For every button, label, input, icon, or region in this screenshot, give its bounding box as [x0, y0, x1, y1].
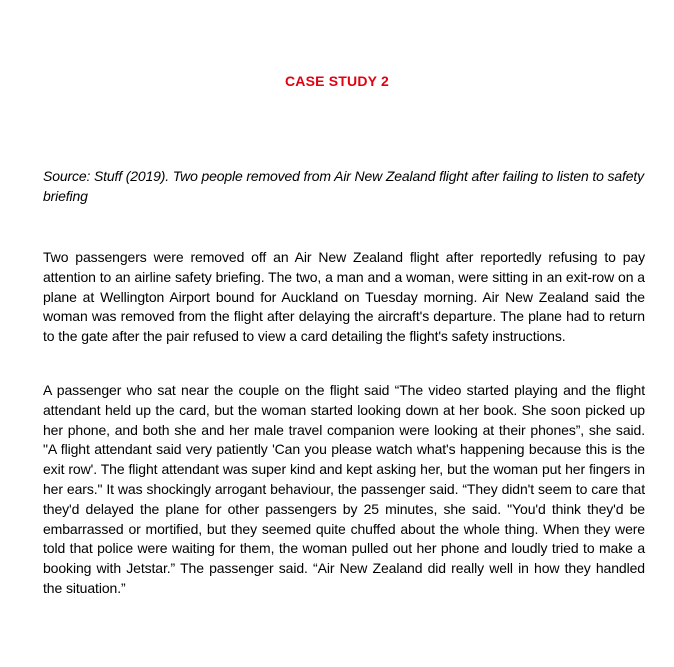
source-citation: Source: Stuff (2019). Two people removed from Air New Zealand flight after failing to listen to safety briefing — [43, 168, 644, 204]
body-paragraph-2: A passenger who sat near the couple on the flight said “The video started playing and the flight attendant held up the card, but the woman started looking down at her book. She soon picked up her phone, and both she and her male travel companion were looking at their phones”, she said. "A flight attendant said very patiently 'Can you please watch what's happening because this is the exit row'. The flight attendant was super kind and kept asking her, but the woman put her fingers in her ears." It was shockingly arrogant behaviour, the passenger said. “They didn't seem to care that they'd delayed the plane for other passengers by 25 minutes, she said. "You'd think they'd be embarrassed or mortified, but they seemed quite chuffed about the whole thing. When they were told that police were waiting for them, the woman pulled out her phone and loudly tried to make a booking with Jetstar.” The passenger said. “Air New Zealand did really well in how they handled the situation.” — [43, 382, 645, 596]
body-paragraph-1: Two passengers were removed off an Air New Zealand flight after reportedly refusing to pay attention to an airline safety briefing. The two, a man and a woman, were sitting in an exit-row on a plane at Wellington Airport bound for Auckland on Tuesday morning. Air New Zealand said the woman was removed from the flight after delaying the aircraft's departure. The plane had to return to the gate after the pair refused to view a card detailing the flight's safety instructions. — [43, 249, 645, 345]
case-study-title: CASE STUDY 2 — [284, 73, 390, 89]
